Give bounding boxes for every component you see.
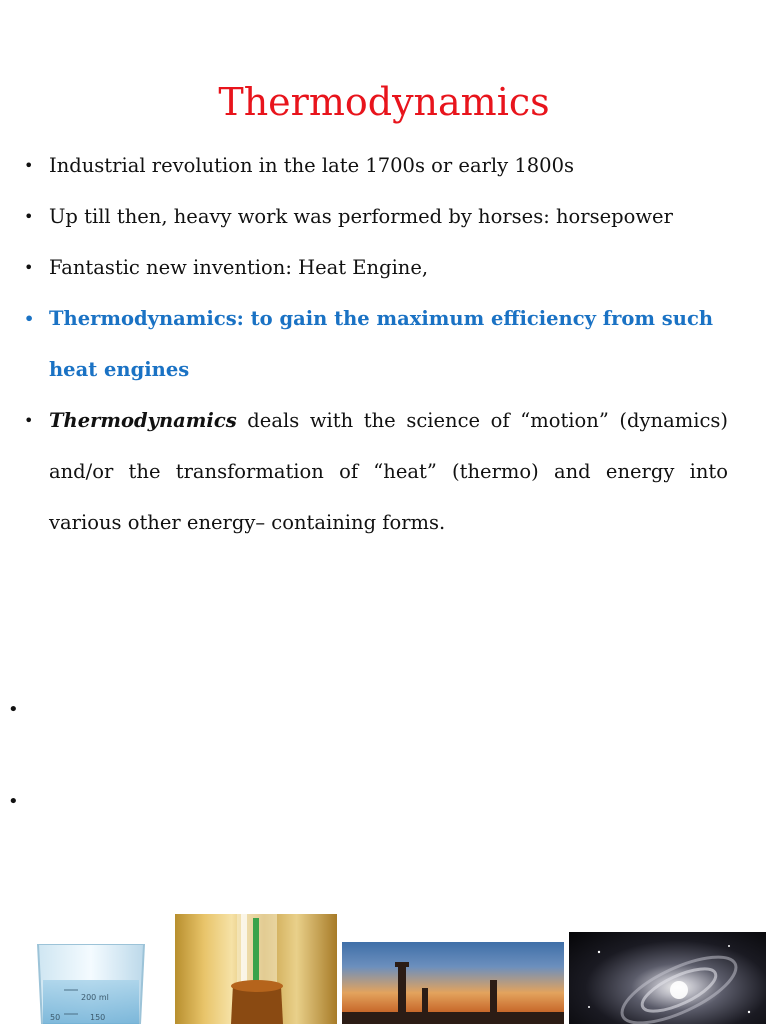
bullet-text: Fantastic new invention: Heat Engine, [49, 256, 429, 279]
bullet-term: Thermodynamics [49, 409, 237, 432]
bullet-text: deals with the science of “motion” (dynamics) and/or the transformation of “heat” (thermo) and energy into various other energy– containing forms. [49, 409, 728, 534]
slide-title: Thermodynamics [218, 80, 550, 124]
empty-bullet-dot: • [8, 791, 19, 812]
bullet-dot: • [24, 207, 34, 226]
bullet-item [24, 140, 728, 191]
bullet-dot: • [24, 258, 34, 277]
bullet-item [24, 191, 728, 242]
bullet-dot: • [24, 309, 35, 328]
test-tube-illustration [175, 914, 337, 1024]
bullet-item [24, 242, 728, 293]
bullet-item-highlighted [24, 293, 728, 395]
bullet-text: Up till then, heavy work was performed by horses: horsepower [49, 205, 673, 228]
beaker-label: 200 ml [81, 993, 109, 1002]
beaker-label: 150 [90, 1013, 106, 1022]
industrial-sunset-photo [342, 942, 564, 1024]
factory-chimneys [342, 942, 564, 1024]
bullet-text: Thermodynamics: to gain the maximum efficiency from such heat engines [49, 307, 713, 381]
bullet-text: Industrial revolution in the late 1700s or early 1800s [49, 154, 574, 177]
beaker-illustration [34, 944, 148, 1024]
bullet-list [24, 140, 728, 548]
bullet-dot: • [24, 411, 34, 430]
beaker-label: 50 [50, 1013, 61, 1022]
test-tube-photo [175, 914, 337, 1024]
empty-bullet-dot: • [8, 699, 19, 720]
beaker-photo [34, 944, 148, 1024]
bullet-item-definition [24, 395, 728, 548]
bullet-dot: • [24, 156, 34, 175]
spiral-galaxy [569, 932, 766, 1024]
galaxy-photo [569, 932, 766, 1024]
